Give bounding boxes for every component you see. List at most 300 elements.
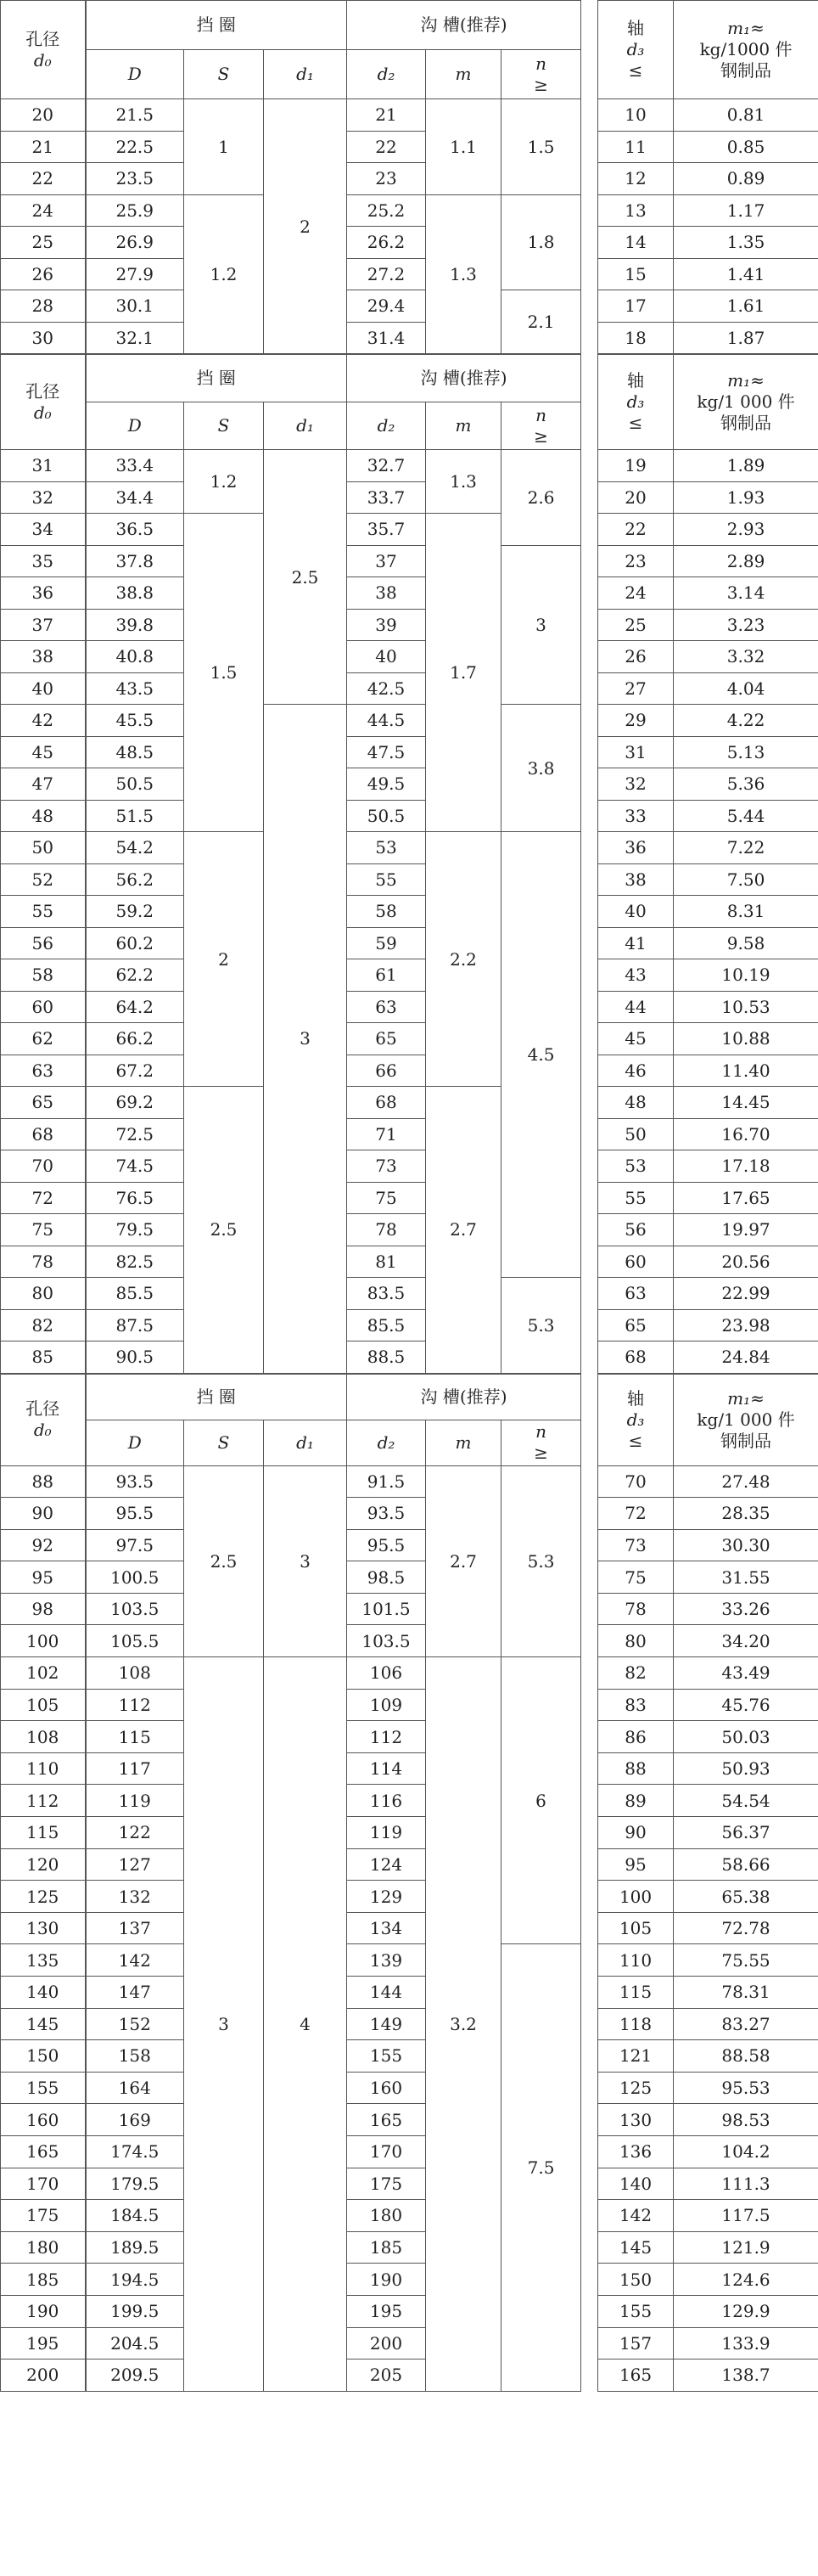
mass-header: m₁≈ kg/1000 件 钢制品 (674, 1, 818, 99)
cell-d2: 23 (347, 163, 426, 195)
cell-m1: 65.38 (674, 1881, 818, 1913)
cell-D: 169 (86, 2104, 184, 2136)
mass-header: m₁≈ kg/1 000 件 钢制品 (674, 355, 818, 450)
table-row (1, 258, 818, 290)
table-row (1, 1087, 818, 1119)
cell-d3: 142 (598, 2200, 674, 2232)
cell-d0: 85 (1, 1341, 86, 1374)
cell-d3: 86 (598, 1721, 674, 1753)
table-row (1, 2359, 818, 2392)
cell-D: 189.5 (86, 2231, 184, 2264)
cell-D: 51.5 (86, 800, 184, 832)
cell-D: 82.5 (86, 1246, 184, 1278)
cell-d0: 26 (1, 258, 86, 290)
cell-m1: 2.93 (674, 514, 818, 546)
cell-d2: 139 (347, 1944, 426, 1977)
cell-d3: 82 (598, 1657, 674, 1690)
cell-m1: 1.17 (674, 194, 818, 227)
cell-d0: 180 (1, 2231, 86, 2264)
cell-m1: 45.76 (674, 1689, 818, 1721)
cell-m1: 2.89 (674, 545, 818, 577)
table-row (1, 2072, 818, 2104)
cell-m1: 3.32 (674, 641, 818, 673)
cell-S: 1.5 (184, 514, 264, 832)
cell-m: 1.1 (426, 99, 501, 195)
cell-D: 95.5 (86, 1498, 184, 1530)
col-D: D (86, 50, 184, 99)
cell-D: 64.2 (86, 991, 184, 1023)
cell-d0: 98 (1, 1593, 86, 1625)
cell-D: 93.5 (86, 1465, 184, 1498)
cell-d3: 110 (598, 1944, 674, 1977)
cell-n: 5.3 (501, 1465, 581, 1657)
cell-d2: 185 (347, 2231, 426, 2264)
table-1-body (1, 99, 818, 354)
cell-m1: 1.89 (674, 450, 818, 482)
cell-d2: 195 (347, 2295, 426, 2327)
col-n: n ≥ (501, 50, 581, 99)
cell-d3: 23 (598, 545, 674, 577)
cell-d3: 31 (598, 736, 674, 768)
cell-m1: 4.04 (674, 672, 818, 705)
cell-d2: 40 (347, 641, 426, 673)
table-row (1, 450, 818, 482)
cell-d2: 88.5 (347, 1341, 426, 1374)
cell-m: 2.2 (426, 832, 501, 1087)
cell-m1: 88.58 (674, 2040, 818, 2073)
cell-d0: 105 (1, 1689, 86, 1721)
cell-d0: 195 (1, 2327, 86, 2359)
cell-m1: 27.48 (674, 1465, 818, 1498)
cell-d0: 70 (1, 1150, 86, 1183)
header-row (1, 1374, 818, 1420)
cell-n: 5.3 (501, 1278, 581, 1374)
cell-d2: 22 (347, 131, 426, 163)
cell-D: 147 (86, 1977, 184, 2009)
cell-n: 1.5 (501, 99, 581, 195)
cell-d0: 112 (1, 1785, 86, 1817)
table-row (1, 1214, 818, 1246)
cell-D: 115 (86, 1721, 184, 1753)
table-row (1, 1023, 818, 1055)
cell-d2: 47.5 (347, 736, 426, 768)
cell-m1: 75.55 (674, 1944, 818, 1977)
cell-n: 3 (501, 545, 581, 705)
cell-d3: 50 (598, 1118, 674, 1150)
cell-D: 38.8 (86, 577, 184, 610)
table-row (1, 927, 818, 959)
cell-m1: 133.9 (674, 2327, 818, 2359)
cell-d2: 39 (347, 609, 426, 641)
cell-d2: 175 (347, 2168, 426, 2200)
table-row (1, 1498, 818, 1530)
cell-d0: 200 (1, 2359, 86, 2392)
cell-m1: 14.45 (674, 1087, 818, 1119)
cell-m1: 104.2 (674, 2135, 818, 2168)
retainer-group-header: 挡 圈 (86, 355, 347, 402)
col-S: S (184, 50, 264, 99)
cell-m1: 78.31 (674, 1977, 818, 2009)
cell-d0: 60 (1, 991, 86, 1023)
cell-m1: 34.20 (674, 1625, 818, 1657)
cell-d2: 78 (347, 1214, 426, 1246)
cell-d3: 46 (598, 1055, 674, 1087)
cell-D: 179.5 (86, 2168, 184, 2200)
cell-D: 137 (86, 1912, 184, 1944)
cell-d3: 13 (598, 194, 674, 227)
table-2-body (1, 450, 818, 1374)
table-row (1, 1465, 818, 1498)
cell-D: 117 (86, 1752, 184, 1785)
cell-D: 66.2 (86, 1023, 184, 1055)
cell-d2: 205 (347, 2359, 426, 2392)
cell-d3: 90 (598, 1817, 674, 1849)
cell-d2: 71 (347, 1118, 426, 1150)
cell-D: 33.4 (86, 450, 184, 482)
col-n: n ≥ (501, 402, 581, 450)
cell-d3: 17 (598, 290, 674, 323)
cell-D: 69.2 (86, 1087, 184, 1119)
header-row (1, 355, 818, 402)
cell-m1: 17.18 (674, 1150, 818, 1183)
cell-d0: 175 (1, 2200, 86, 2232)
cell-m1: 24.84 (674, 1341, 818, 1374)
cell-m1: 1.41 (674, 258, 818, 290)
table-row (1, 1657, 818, 1690)
table-row (1, 672, 818, 705)
cell-d0: 145 (1, 2008, 86, 2040)
shaft-header: 轴 d₃ ≤ (598, 1, 674, 99)
cell-d1: 2 (264, 99, 347, 354)
table-row (1, 2008, 818, 2040)
cell-m1: 33.26 (674, 1593, 818, 1625)
cell-D: 105.5 (86, 1625, 184, 1657)
col-S: S (184, 402, 264, 450)
table-row (1, 736, 818, 768)
cell-m1: 95.53 (674, 2072, 818, 2104)
cell-d2: 42.5 (347, 672, 426, 705)
cell-d3: 157 (598, 2327, 674, 2359)
cell-d0: 38 (1, 641, 86, 673)
cell-D: 209.5 (86, 2359, 184, 2392)
cell-m1: 0.85 (674, 131, 818, 163)
table-row (1, 1561, 818, 1594)
cell-d2: 129 (347, 1881, 426, 1913)
table-row (1, 959, 818, 992)
cell-d3: 136 (598, 2135, 674, 2168)
cell-m1: 22.99 (674, 1278, 818, 1310)
cell-d3: 43 (598, 959, 674, 992)
cell-d0: 58 (1, 959, 86, 992)
cell-d0: 135 (1, 1944, 86, 1977)
cell-d3: 72 (598, 1498, 674, 1530)
cell-D: 25.9 (86, 194, 184, 227)
hole-diameter-header: 孔径 d₀ (1, 1, 86, 99)
cell-d2: 149 (347, 2008, 426, 2040)
cell-d3: 150 (598, 2264, 674, 2296)
cell-d3: 83 (598, 1689, 674, 1721)
cell-d0: 48 (1, 800, 86, 832)
cell-d0: 62 (1, 1023, 86, 1055)
cell-d2: 124 (347, 1848, 426, 1881)
cell-d2: 59 (347, 927, 426, 959)
table-row (1, 2295, 818, 2327)
cell-d0: 35 (1, 545, 86, 577)
cell-d3: 65 (598, 1309, 674, 1341)
cell-d0: 25 (1, 227, 86, 259)
cell-m1: 83.27 (674, 2008, 818, 2040)
table-row (1, 863, 818, 896)
table-row (1, 1593, 818, 1625)
cell-d2: 26.2 (347, 227, 426, 259)
table-row (1, 1912, 818, 1944)
table-row (1, 2040, 818, 2073)
col-n: n ≥ (501, 1420, 581, 1465)
table-row (1, 2327, 818, 2359)
cell-m1: 7.22 (674, 832, 818, 864)
cell-n: 7.5 (501, 1944, 581, 2391)
cell-d3: 32 (598, 768, 674, 801)
cell-d0: 55 (1, 896, 86, 928)
cell-d2: 116 (347, 1785, 426, 1817)
cell-d2: 106 (347, 1657, 426, 1690)
cell-m: 2.7 (426, 1465, 501, 1657)
cell-d3: 70 (598, 1465, 674, 1498)
cell-d1: 3 (264, 705, 347, 1374)
cell-d0: 100 (1, 1625, 86, 1657)
cell-d0: 31 (1, 450, 86, 482)
cell-D: 40.8 (86, 641, 184, 673)
cell-d0: 40 (1, 672, 86, 705)
table-row (1, 2168, 818, 2200)
cell-D: 152 (86, 2008, 184, 2040)
cell-d0: 78 (1, 1246, 86, 1278)
cell-d2: 91.5 (347, 1465, 426, 1498)
cell-d0: 50 (1, 832, 86, 864)
cell-D: 108 (86, 1657, 184, 1690)
cell-D: 21.5 (86, 99, 184, 132)
table-row (1, 832, 818, 864)
cell-n: 4.5 (501, 832, 581, 1278)
table-row (1, 1752, 818, 1785)
cell-d2: 101.5 (347, 1593, 426, 1625)
cell-d2: 114 (347, 1752, 426, 1785)
cell-d3: 19 (598, 450, 674, 482)
table-row (1, 1182, 818, 1214)
cell-d0: 90 (1, 1498, 86, 1530)
table-row (1, 481, 818, 514)
col-D: D (86, 402, 184, 450)
cell-d3: 118 (598, 2008, 674, 2040)
cell-d3: 45 (598, 1023, 674, 1055)
cell-d3: 145 (598, 2231, 674, 2264)
cell-d2: 75 (347, 1182, 426, 1214)
cell-d3: 15 (598, 258, 674, 290)
cell-d2: 134 (347, 1912, 426, 1944)
cell-d2: 170 (347, 2135, 426, 2168)
cell-D: 50.5 (86, 768, 184, 801)
table-row (1, 545, 818, 577)
cell-m1: 10.53 (674, 991, 818, 1023)
cell-m1: 28.35 (674, 1498, 818, 1530)
cell-d3: 75 (598, 1561, 674, 1594)
cell-m1: 0.89 (674, 163, 818, 195)
cell-m1: 117.5 (674, 2200, 818, 2232)
cell-d2: 37 (347, 545, 426, 577)
cell-m1: 7.50 (674, 863, 818, 896)
cell-d2: 81 (347, 1246, 426, 1278)
cell-d0: 45 (1, 736, 86, 768)
cell-d3: 33 (598, 800, 674, 832)
cell-d2: 55 (347, 863, 426, 896)
cell-D: 30.1 (86, 290, 184, 323)
cell-d2: 165 (347, 2104, 426, 2136)
cell-d3: 40 (598, 896, 674, 928)
cell-D: 48.5 (86, 736, 184, 768)
cell-m1: 1.35 (674, 227, 818, 259)
cell-d0: 47 (1, 768, 86, 801)
cell-d3: 38 (598, 863, 674, 896)
hole-diameter-header: 孔径 d₀ (1, 355, 86, 450)
cell-d0: 95 (1, 1561, 86, 1594)
cell-d3: 121 (598, 2040, 674, 2073)
cell-d2: 66 (347, 1055, 426, 1087)
cell-d0: 28 (1, 290, 86, 323)
cell-S: 1.2 (184, 450, 264, 514)
cell-D: 59.2 (86, 896, 184, 928)
cell-d3: 53 (598, 1150, 674, 1183)
groove-group-header: 沟 槽(推荐) (347, 355, 581, 402)
table-row (1, 1246, 818, 1278)
cell-d2: 44.5 (347, 705, 426, 737)
cell-m1: 129.9 (674, 2295, 818, 2327)
cell-m1: 8.31 (674, 896, 818, 928)
cell-m1: 19.97 (674, 1214, 818, 1246)
cell-d0: 32 (1, 481, 86, 514)
cell-n: 1.8 (501, 194, 581, 290)
cell-d3: 44 (598, 991, 674, 1023)
cell-D: 97.5 (86, 1529, 184, 1561)
cell-d2: 95.5 (347, 1529, 426, 1561)
cell-d2: 119 (347, 1817, 426, 1849)
cell-d2: 58 (347, 896, 426, 928)
table-row (1, 290, 818, 323)
cell-m1: 17.65 (674, 1182, 818, 1214)
cell-m1: 9.58 (674, 927, 818, 959)
cell-m1: 5.13 (674, 736, 818, 768)
cell-d2: 35.7 (347, 514, 426, 546)
cell-d2: 155 (347, 2040, 426, 2073)
cell-m1: 1.61 (674, 290, 818, 323)
cell-d3: 14 (598, 227, 674, 259)
table-row (1, 1848, 818, 1881)
cell-D: 85.5 (86, 1278, 184, 1310)
cell-d0: 56 (1, 927, 86, 959)
cell-d3: 36 (598, 832, 674, 864)
cell-m1: 30.30 (674, 1529, 818, 1561)
cell-d0: 30 (1, 322, 86, 354)
cell-D: 79.5 (86, 1214, 184, 1246)
cell-d3: 41 (598, 927, 674, 959)
cell-D: 174.5 (86, 2135, 184, 2168)
cell-m: 1.3 (426, 450, 501, 514)
cell-m1: 56.37 (674, 1817, 818, 1849)
cell-d1: 2.5 (264, 450, 347, 705)
cell-d3: 68 (598, 1341, 674, 1374)
table-row (1, 322, 818, 354)
col-S: S (184, 1420, 264, 1465)
col-d1: d₁ (264, 50, 347, 99)
cell-m1: 23.98 (674, 1309, 818, 1341)
table-row (1, 1055, 818, 1087)
table-row (1, 1278, 818, 1310)
cell-m1: 43.49 (674, 1657, 818, 1690)
cell-D: 103.5 (86, 1593, 184, 1625)
cell-m1: 111.3 (674, 2168, 818, 2200)
col-d1: d₁ (264, 1420, 347, 1465)
cell-S: 1 (184, 99, 264, 195)
cell-m1: 10.19 (674, 959, 818, 992)
cell-D: 184.5 (86, 2200, 184, 2232)
table-row (1, 163, 818, 195)
table-row (1, 2104, 818, 2136)
cell-d0: 22 (1, 163, 86, 195)
cell-m1: 3.14 (674, 577, 818, 610)
table-row (1, 1944, 818, 1977)
cell-D: 39.8 (86, 609, 184, 641)
dimension-table-1 (0, 0, 818, 354)
cell-d3: 88 (598, 1752, 674, 1785)
cell-d0: 130 (1, 1912, 86, 1944)
table-row (1, 99, 818, 132)
cell-S: 1.2 (184, 194, 264, 354)
cell-d3: 125 (598, 2072, 674, 2104)
cell-d2: 29.4 (347, 290, 426, 323)
cell-D: 26.9 (86, 227, 184, 259)
cell-D: 34.4 (86, 481, 184, 514)
cell-d3: 73 (598, 1529, 674, 1561)
cell-D: 194.5 (86, 2264, 184, 2296)
cell-d2: 98.5 (347, 1561, 426, 1594)
shaft-header: 轴 d₃ ≤ (598, 1374, 674, 1465)
cell-m1: 58.66 (674, 1848, 818, 1881)
cell-D: 122 (86, 1817, 184, 1849)
cell-m1: 5.36 (674, 768, 818, 801)
cell-d0: 80 (1, 1278, 86, 1310)
cell-m1: 50.03 (674, 1721, 818, 1753)
groove-group-header: 沟 槽(推荐) (347, 1374, 581, 1420)
cell-d0: 140 (1, 1977, 86, 2009)
table-row (1, 1977, 818, 2009)
cell-D: 132 (86, 1881, 184, 1913)
cell-D: 37.8 (86, 545, 184, 577)
cell-d2: 109 (347, 1689, 426, 1721)
dimension-table-3 (0, 1374, 818, 2392)
table-row (1, 1817, 818, 1849)
cell-D: 54.2 (86, 832, 184, 864)
cell-d2: 33.7 (347, 481, 426, 514)
cell-m1: 16.70 (674, 1118, 818, 1150)
table-row (1, 2200, 818, 2232)
cell-d0: 20 (1, 99, 86, 132)
table-row (1, 577, 818, 610)
cell-S: 2 (184, 832, 264, 1087)
cell-d0: 102 (1, 1657, 86, 1690)
cell-d0: 185 (1, 2264, 86, 2296)
table-row (1, 2231, 818, 2264)
cell-D: 43.5 (86, 672, 184, 705)
cell-m1: 31.55 (674, 1561, 818, 1594)
